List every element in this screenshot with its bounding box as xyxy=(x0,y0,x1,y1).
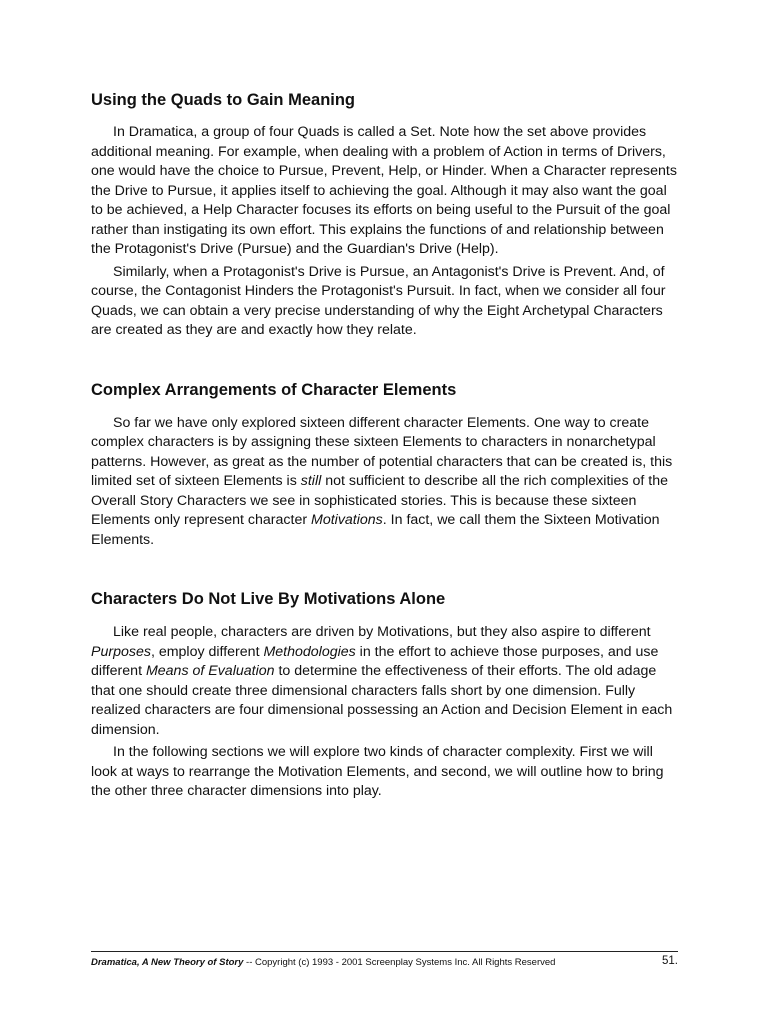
text-run: , employ different xyxy=(150,643,264,660)
text-run: not sufficient to describe all the rich complexities of the Overall Story Characters we see in sophisticated stories. This is because these sixteen Elements only represent character xyxy=(91,473,668,528)
emphasis-text: Methodologies xyxy=(263,643,356,660)
emphasis-text: Purposes xyxy=(91,643,151,660)
body-paragraph: Similarly, when a Protagonist's Drive is Pursue, an Antagonist's Drive is Prevent. And, of course, the Contagonist Hinders the Protagonist's Pursuit. In fact, when we consider all four Quads, we can obtain a very precise understanding of why the Eight Archetypal Characters are created as they are and exactly how they relate. xyxy=(91,263,666,338)
text-run: to determine the effectiveness of their efforts. The old adage that one should create three dimensional characters falls short by one dimension. Fully realized characters are four dimensional possessing an Action and Decision Element in each dimension. xyxy=(91,663,673,738)
body-paragraph: In Dramatica, a group of four Quads is called a Set. Note how the set above provides additional meaning. For example, when dealing with a problem of Action in terms of Drivers, one would have the choice to Pursue, Prevent, Help, or Hinder. When a Character represents the Drive to Pursue, it applies itself to achieving the goal. Although it may also want the goal to be achieved, a Help Character focuses its efforts on being useful to the Pursuit of the goal rather than instigating its own effort. This explains the functions of and relationship between the Protagonist's Drive (Pursue) and the Guardian's Drive (Help). xyxy=(91,124,677,257)
section-heading: Complex Arrangements of Character Elements xyxy=(91,380,457,399)
section-heading: Using the Quads to Gain Meaning xyxy=(91,91,356,109)
page-footer xyxy=(91,951,678,969)
text-run: in the effort to achieve those purposes, and use different xyxy=(91,643,659,679)
emphasis-text: Motivations xyxy=(311,512,383,528)
footer-copyright-text: -- Copyright (c) 1993 - 2001 Screenplay Systems Inc. All Rights Reserved xyxy=(243,957,556,968)
footer-book-title: Dramatica, A New Theory of Story xyxy=(91,957,244,968)
text-run: . In fact, we call them the Sixteen Motivation Elements. xyxy=(91,512,660,548)
text-run: So far we have only explored sixteen different character Elements. One way to create complex characters is by assigning these sixteen Elements to characters in nonarchetypal patterns. However, as great as the number of potential characters that can be created is, this limited set of sixteen Elements is xyxy=(91,414,673,489)
emphasis-text: still xyxy=(300,473,322,489)
section-heading: Characters Do Not Live By Motivations Alone xyxy=(91,590,446,608)
body-paragraph xyxy=(91,414,681,551)
body-paragraph: In the following sections we will explore two kinds of character complexity. First we will look at ways to rearrange the Motivation Elements, and second, we will outline how to bring the other three character dimensions into play. xyxy=(91,744,664,799)
body-paragraph xyxy=(91,623,681,740)
page-body xyxy=(91,88,681,802)
footer-copyright xyxy=(91,957,555,969)
page-number: 51. xyxy=(662,955,678,967)
emphasis-text: Means of Evaluation xyxy=(145,663,275,679)
text-run: Like real people, characters are driven by Motivations, but they also aspire to different xyxy=(113,624,651,640)
